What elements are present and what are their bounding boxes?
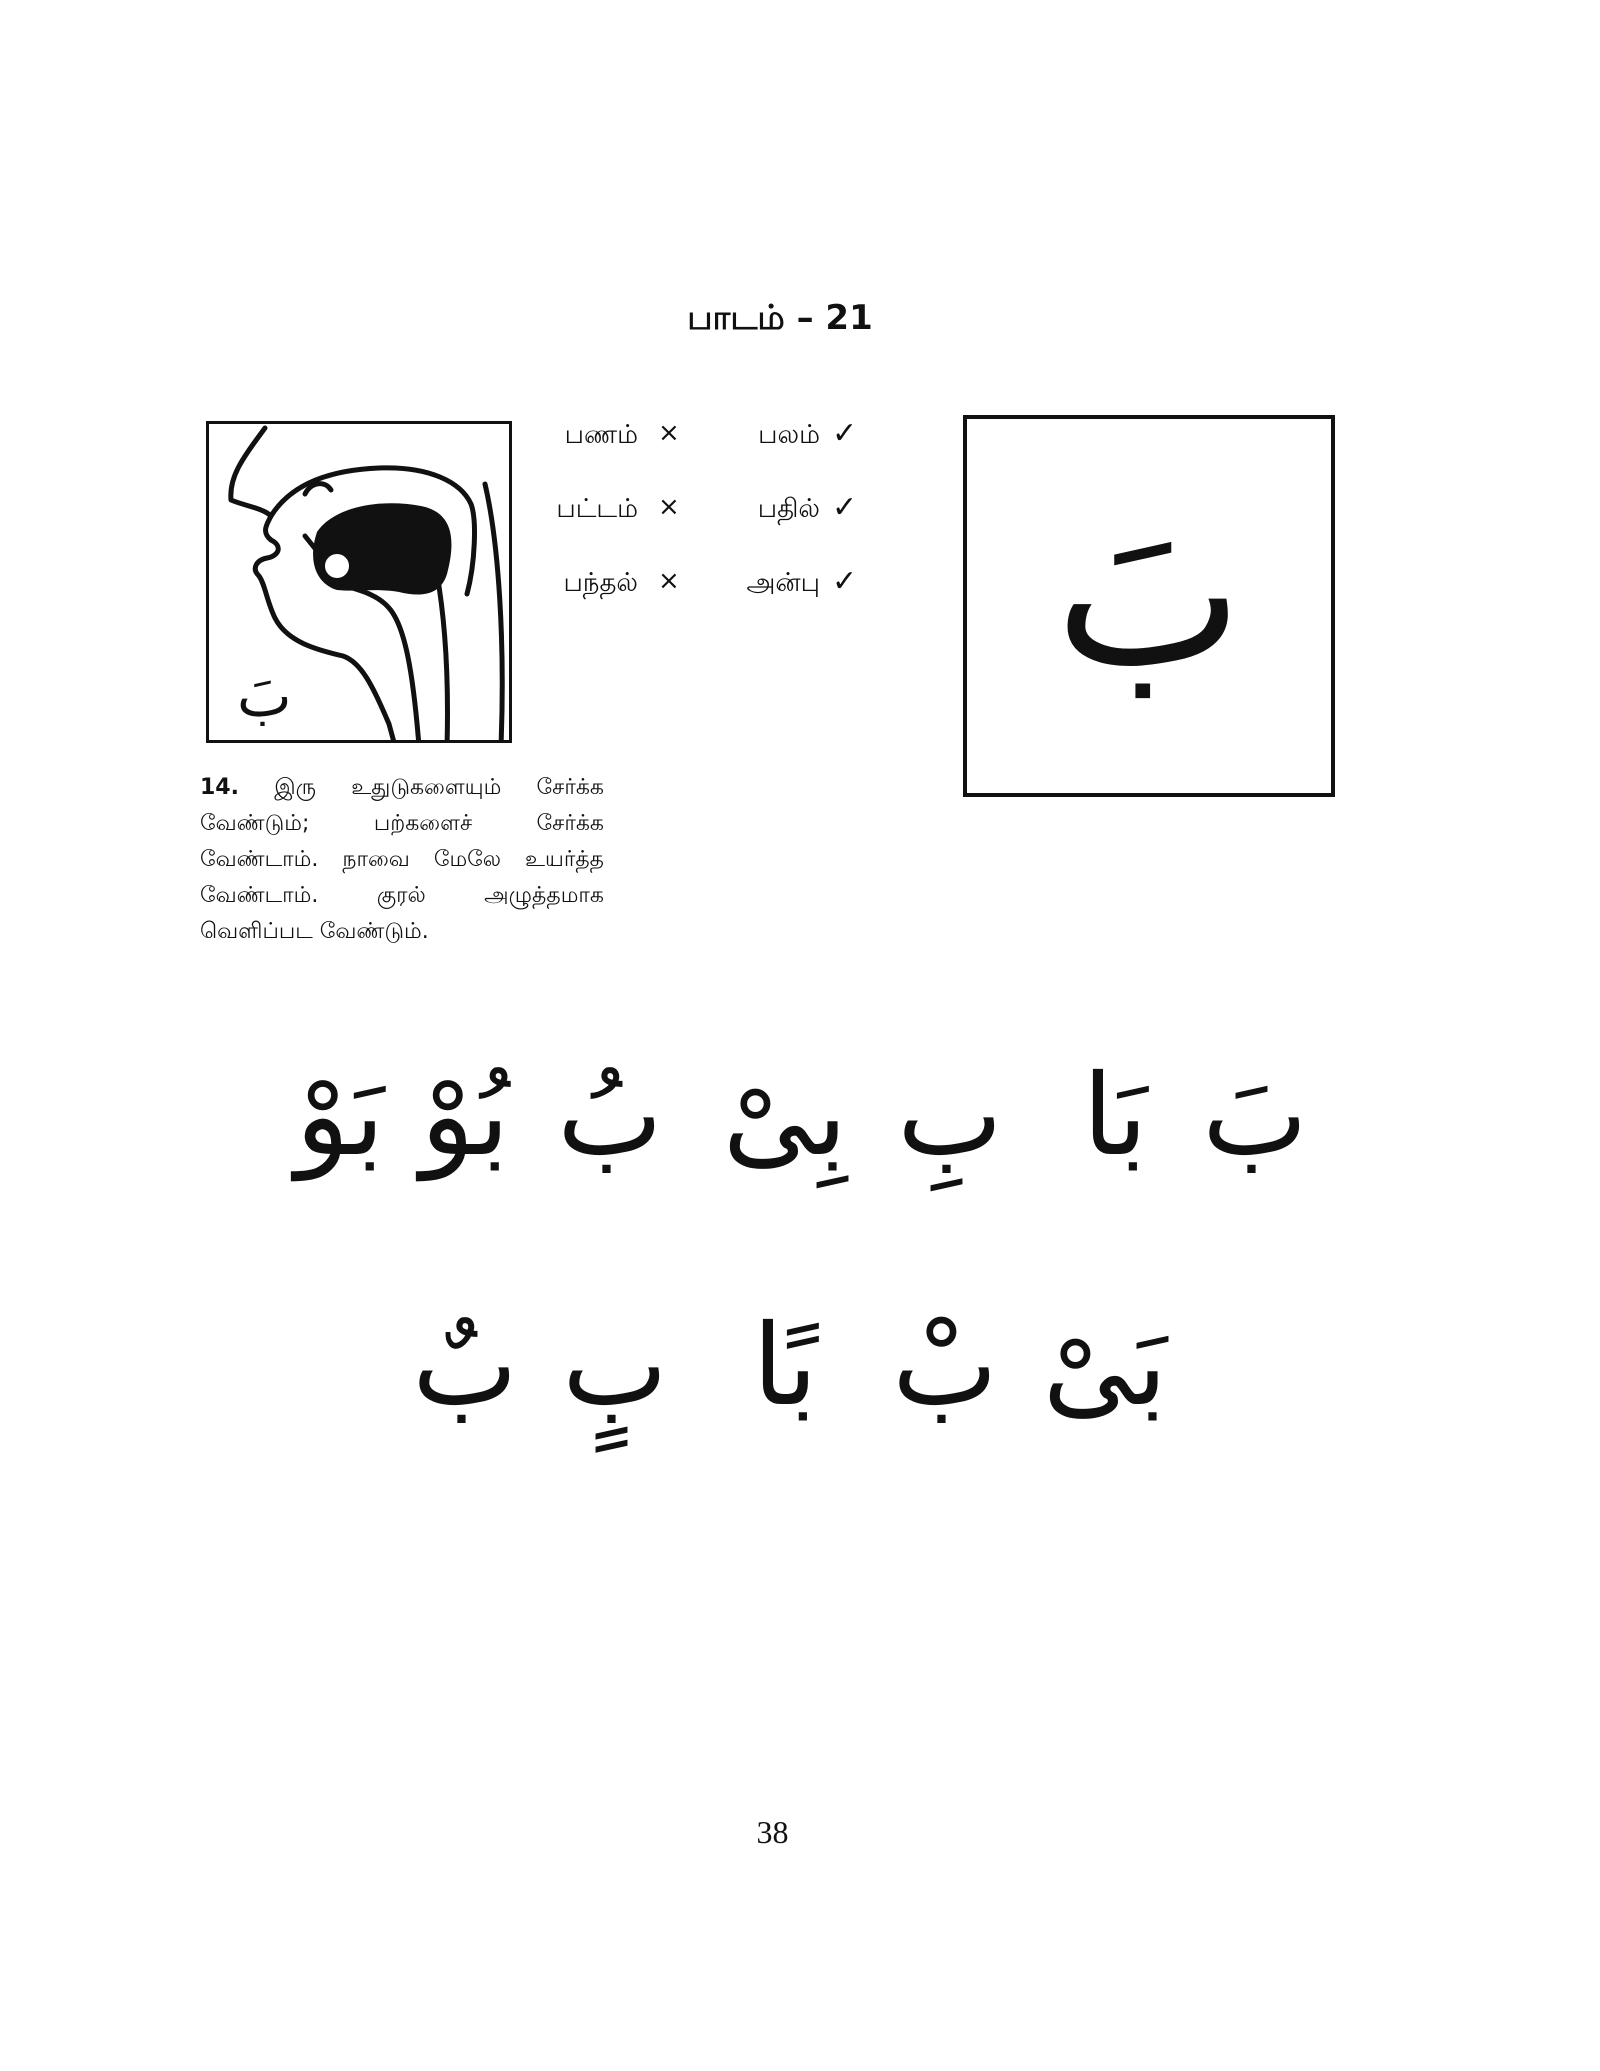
incorrect-word: பட்டம் bbox=[556, 494, 638, 524]
correct-word: பலம் bbox=[758, 420, 820, 450]
mouth-diagram bbox=[206, 421, 512, 743]
practice-letter: بْ bbox=[892, 1301, 998, 1431]
incorrect-word: பணம் bbox=[564, 420, 638, 450]
practice-letter: بٌ bbox=[412, 1301, 518, 1431]
note-number: 14. bbox=[200, 775, 239, 800]
practice-letter: بًا bbox=[752, 1301, 818, 1431]
main-letter-box bbox=[963, 415, 1335, 797]
word-pair-list bbox=[520, 410, 880, 632]
correct-word: பதில் bbox=[757, 494, 820, 524]
word-pair-row bbox=[520, 410, 880, 484]
incorrect-word: பந்தல் bbox=[563, 568, 638, 598]
practice-letter: بُوْ bbox=[420, 1051, 510, 1181]
correct-word: அன்பு bbox=[746, 568, 820, 598]
check-icon: ✓ bbox=[832, 564, 858, 599]
practice-letter: بَ bbox=[1202, 1051, 1308, 1181]
word-pair-row bbox=[520, 484, 880, 558]
cross-icon: × bbox=[658, 492, 680, 522]
practice-row-2 bbox=[0, 1301, 1600, 1470]
practice-letter: بَیْ bbox=[1042, 1301, 1168, 1431]
practice-row-1 bbox=[0, 1051, 1600, 1220]
check-icon: ✓ bbox=[832, 416, 858, 451]
lesson-title: பாடம் – 21 bbox=[687, 298, 873, 338]
cross-icon: × bbox=[658, 418, 680, 448]
check-icon: ✓ bbox=[832, 490, 858, 525]
diagram-letter: بَ bbox=[237, 662, 292, 730]
note-text: இரு உதுடுகளையும் சேர்க்க வேண்டும்; பற்களைச் சேர்க்க வேண்டாம். நாவை மேலே உயர்த்த வேண்டாம். குரல் அழுத்தமாக வெளிப்பட வேண்டும். bbox=[200, 775, 604, 944]
page-number: 38 bbox=[756, 1814, 789, 1850]
practice-letter: بٍ bbox=[562, 1301, 668, 1431]
practice-letter: بِ bbox=[897, 1051, 1003, 1181]
pronunciation-note bbox=[200, 770, 604, 950]
practice-letter: بَوْ bbox=[295, 1051, 385, 1181]
practice-letter: بِیْ bbox=[722, 1051, 848, 1181]
word-pair-row bbox=[520, 558, 880, 632]
main-letter: بَ bbox=[1054, 479, 1244, 712]
cross-icon: × bbox=[658, 566, 680, 596]
practice-letter: بُ bbox=[557, 1051, 663, 1181]
practice-letter: بَا bbox=[1082, 1051, 1148, 1181]
